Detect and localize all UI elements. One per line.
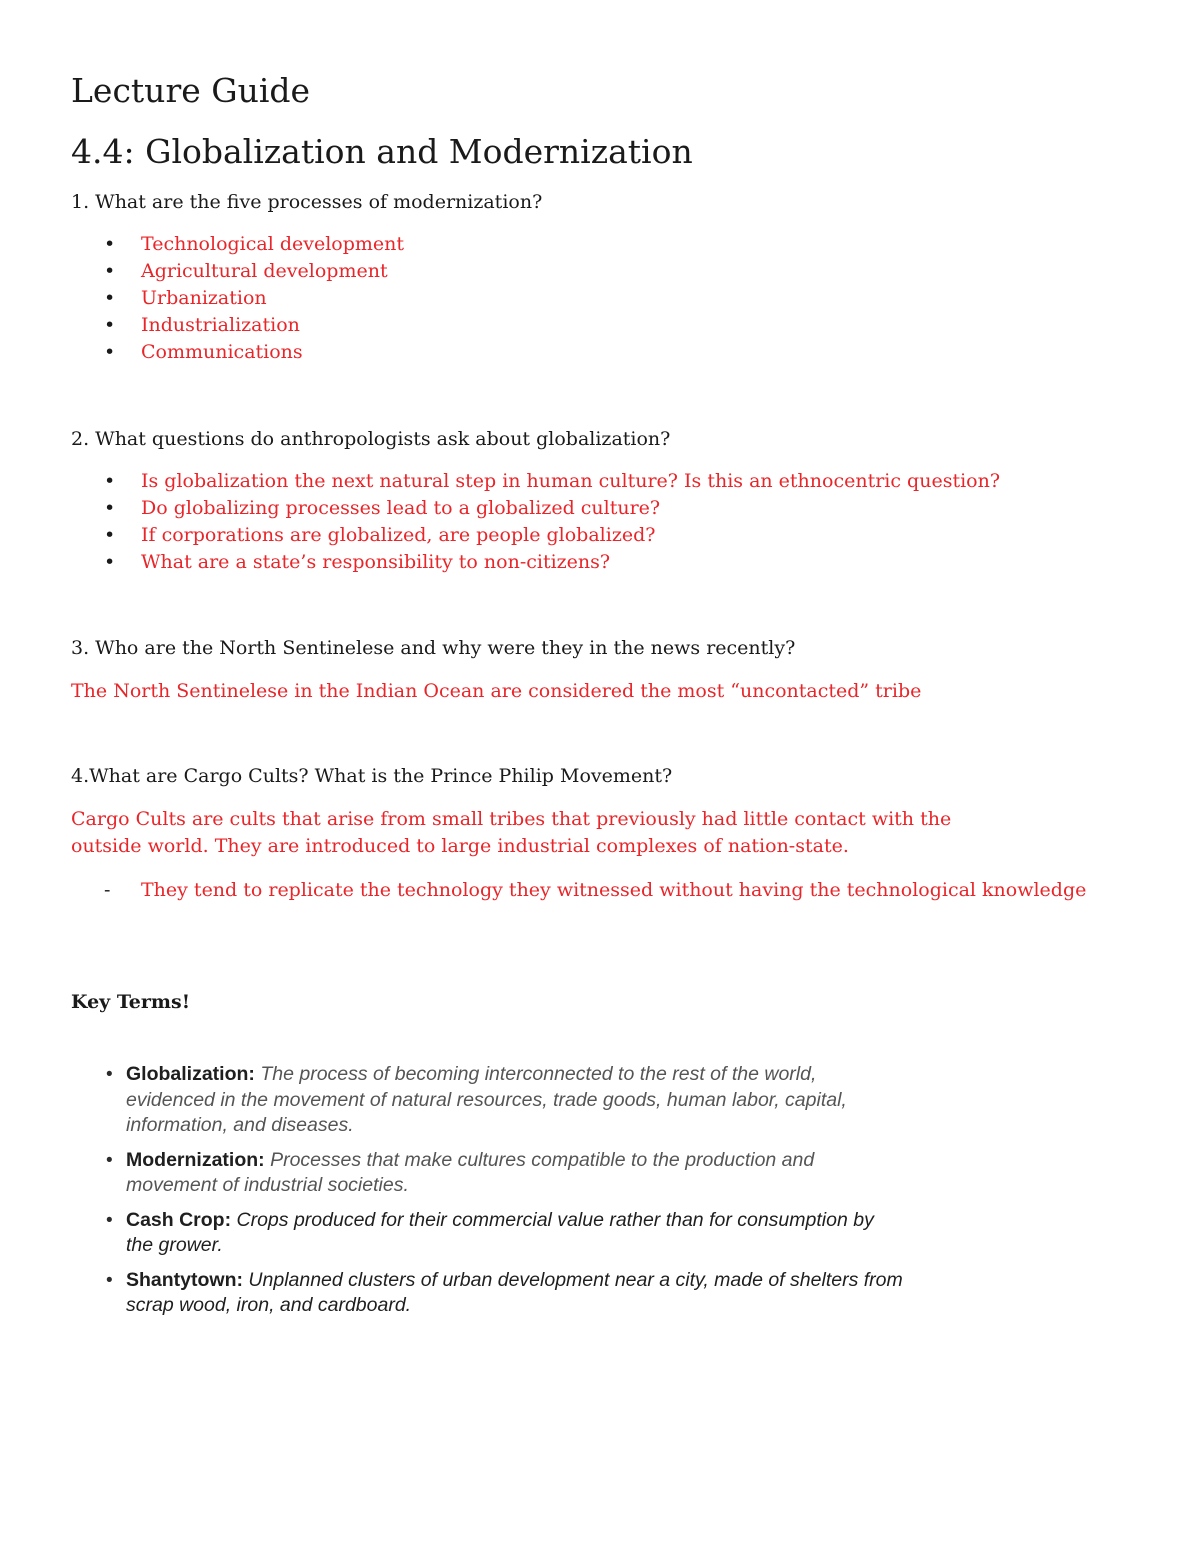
bullet-icon: • bbox=[106, 1269, 113, 1291]
question-4-answer-line-1: Cargo Cults are cults that arise from small tribes that previously had little contact with the bbox=[71, 808, 952, 830]
bullet-icon: • bbox=[106, 1209, 113, 1231]
list-item: • Technological development bbox=[71, 231, 404, 258]
bullet-icon: • bbox=[104, 524, 116, 546]
document-subtitle: 4.4: Globalization and Modernization bbox=[71, 132, 693, 171]
list-item: • What are a state’s responsibility to non-citizens? bbox=[71, 549, 1000, 576]
question-4: 4.What are Cargo Cults? What is the Prince Philip Movement? bbox=[71, 765, 673, 787]
question-1: 1. What are the five processes of modernization? bbox=[71, 191, 543, 213]
bullet-icon: • bbox=[104, 314, 116, 336]
question-1-answers bbox=[71, 231, 404, 366]
bullet-icon: • bbox=[104, 260, 116, 282]
question-4-dash-item: - They tend to replicate the technology they witnessed without having the technological knowledge bbox=[71, 877, 1111, 904]
dash-icon: - bbox=[104, 879, 111, 901]
key-term-shantytown bbox=[103, 1268, 903, 1319]
key-term-globalization bbox=[103, 1062, 903, 1139]
term-label: Modernization: bbox=[126, 1148, 265, 1171]
bullet-icon: • bbox=[104, 497, 116, 519]
bullet-icon: • bbox=[106, 1064, 113, 1085]
list-item: • If corporations are globalized, are people globalized? bbox=[71, 522, 1000, 549]
term-definition: The process of becoming interconnected to the rest of the world, evidenced in the movement of natural resources, trade goods, human labor, capital, information, and diseases. bbox=[126, 1063, 847, 1136]
term-label: Cash Crop: bbox=[126, 1208, 232, 1231]
bullet-icon: • bbox=[104, 551, 116, 573]
list-item: • Is globalization the next natural step in human culture? Is this an ethnocentric question? bbox=[71, 468, 1000, 495]
term-definition: Crops produced for their commercial value rather than for consumption by the grower. bbox=[126, 1208, 874, 1256]
question-3-answer: The North Sentinelese in the Indian Ocean are considered the most “uncontacted” tribe bbox=[71, 680, 922, 702]
question-2: 2. What questions do anthropologists ask about globalization? bbox=[71, 428, 671, 450]
term-label: Globalization: bbox=[126, 1063, 255, 1085]
list-item: • Do globalizing processes lead to a globalized culture? bbox=[71, 495, 1000, 522]
document-title: Lecture Guide bbox=[71, 71, 311, 110]
bullet-icon: • bbox=[104, 287, 116, 309]
term-definition: Processes that make cultures compatible to the production and movement of industrial societies. bbox=[126, 1148, 815, 1196]
question-2-answers bbox=[71, 468, 1000, 576]
term-definition: Unplanned clusters of urban development near a city, made of shelters from scrap wood, iron, and cardboard. bbox=[126, 1268, 903, 1316]
term-label: Shantytown: bbox=[126, 1268, 243, 1291]
list-item: • Agricultural development bbox=[71, 258, 404, 285]
bullet-icon: • bbox=[106, 1149, 113, 1171]
list-item: • Industrialization bbox=[71, 312, 404, 339]
bullet-icon: • bbox=[104, 341, 116, 363]
bullet-icon: • bbox=[104, 233, 116, 255]
question-3: 3. Who are the North Sentinelese and why were they in the news recently? bbox=[71, 637, 796, 659]
bullet-icon: • bbox=[104, 470, 116, 492]
key-terms-list bbox=[103, 1062, 903, 1328]
list-item: • Urbanization bbox=[71, 285, 404, 312]
key-term-cash-crop bbox=[103, 1208, 903, 1259]
question-4-answer-line-2: outside world. They are introduced to large industrial complexes of nation-state. bbox=[71, 835, 849, 857]
key-terms-heading: Key Terms! bbox=[71, 991, 191, 1013]
key-term-modernization bbox=[103, 1148, 903, 1199]
list-item: • Communications bbox=[71, 339, 404, 366]
